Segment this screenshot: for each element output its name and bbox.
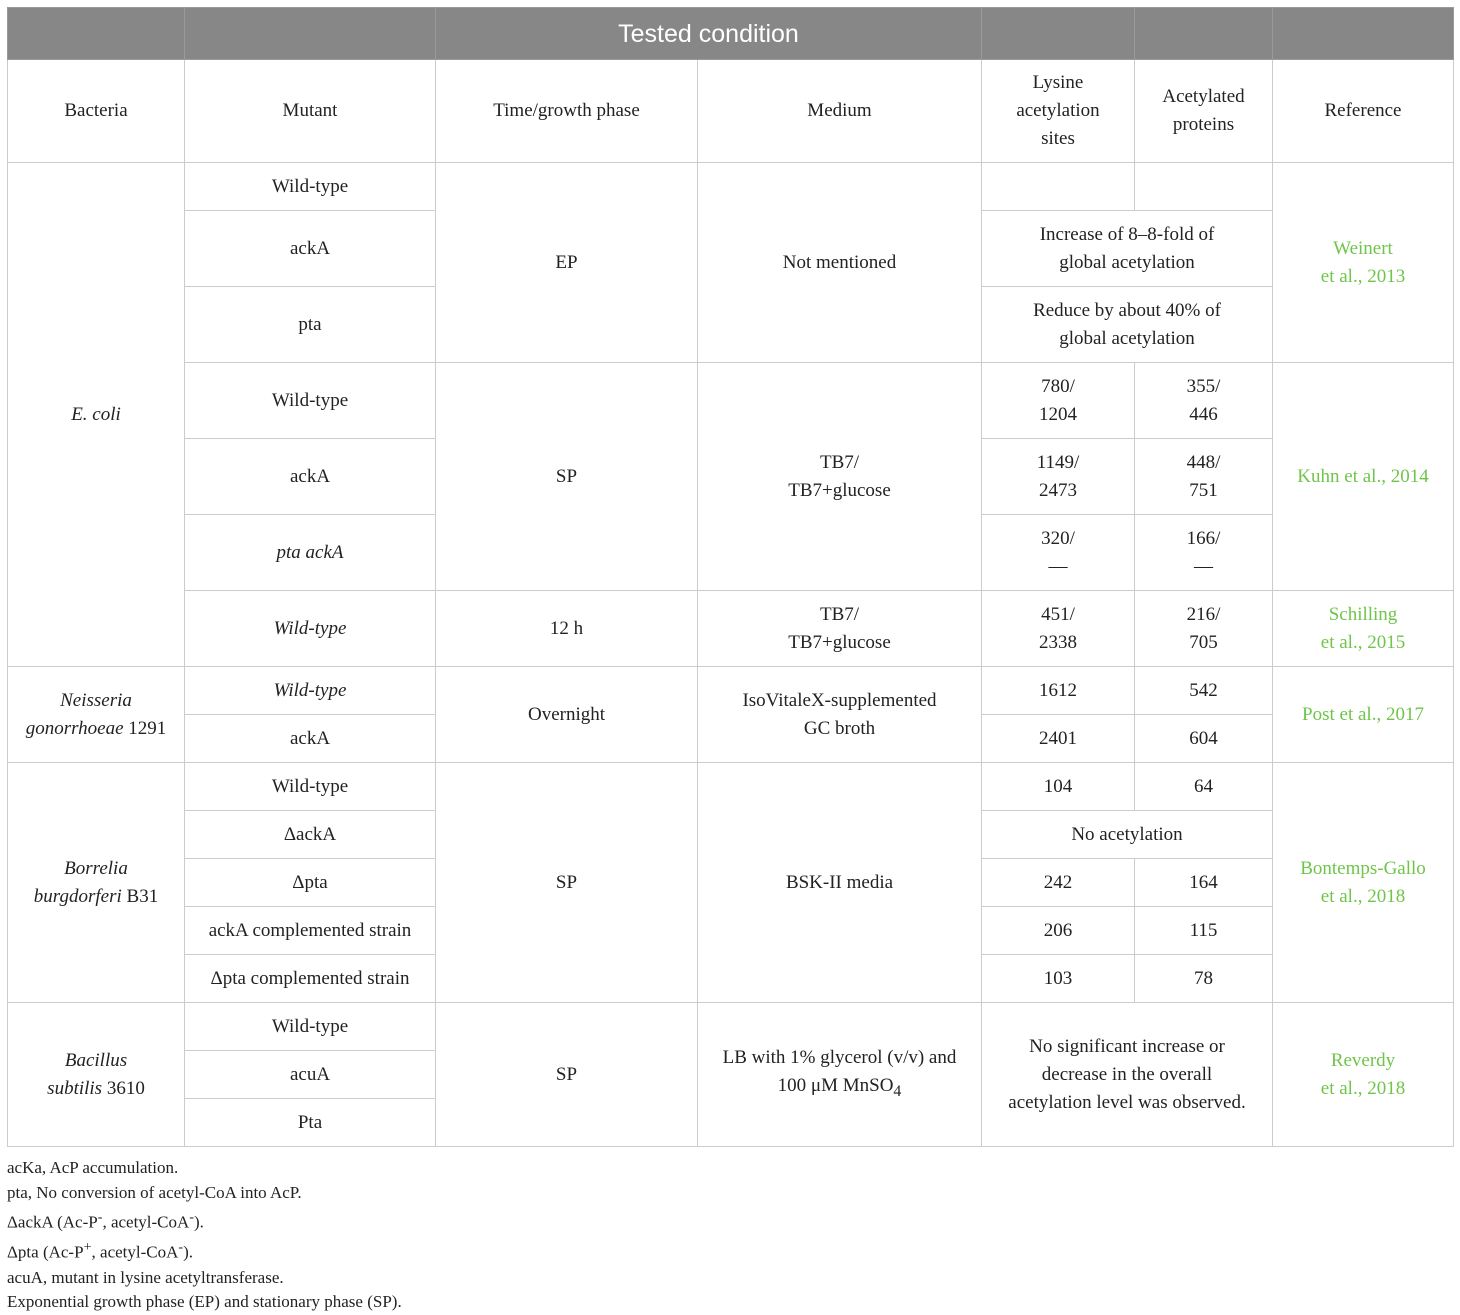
medium-cell: Not mentioned xyxy=(698,163,982,363)
proteins-cell: 64 xyxy=(1135,763,1273,811)
footnote: pta, No conversion of acetyl-CoA into AcP. xyxy=(7,1182,302,1202)
mutant-cell: ackA xyxy=(185,211,436,287)
col-medium: Medium xyxy=(698,60,982,163)
sites-cell: 320/ — xyxy=(982,515,1135,591)
mutant-cell: pta xyxy=(185,287,436,363)
data-table xyxy=(7,7,1454,1147)
col-time: Time/growth phase xyxy=(436,60,698,163)
footnotes xyxy=(7,1156,1453,1315)
sites-cell: 2401 xyxy=(982,715,1135,763)
header-band xyxy=(8,8,1454,60)
table-row xyxy=(8,667,1454,715)
reference-link[interactable]: Schilling et al., 2015 xyxy=(1273,591,1454,667)
sites-cell: 104 xyxy=(982,763,1135,811)
footnote: acuA, mutant in lysine acetyltransferase. xyxy=(7,1267,284,1287)
mutant-cell: Δpta xyxy=(185,859,436,907)
table-row xyxy=(8,363,1454,439)
footnote: ΔackA (Ac-P-, acetyl-CoA-). xyxy=(7,1209,204,1232)
mutant-cell: Pta xyxy=(185,1099,436,1147)
reference-link[interactable]: Reverdy et al., 2018 xyxy=(1273,1003,1454,1147)
proteins-cell: 115 xyxy=(1135,907,1273,955)
bacteria-borrelia: Borrelia burgdorferi B31 xyxy=(8,763,185,1003)
time-cell: 12 h xyxy=(436,591,698,667)
medium-cell: IsoVitaleX-supplemented GC broth xyxy=(698,667,982,763)
time-cell: SP xyxy=(436,763,698,1003)
mutant-cell: Wild-type xyxy=(185,763,436,811)
col-reference: Reference xyxy=(1273,60,1454,163)
table-row xyxy=(8,1003,1454,1051)
sites-cell: 451/ 2338 xyxy=(982,591,1135,667)
sites-cell: 1612 xyxy=(982,667,1135,715)
mutant-cell: acuA xyxy=(185,1051,436,1099)
col-bacteria: Bacteria xyxy=(8,60,185,163)
col-mutant: Mutant xyxy=(185,60,436,163)
col-sites: Lysine acetylation sites xyxy=(982,60,1135,163)
sites-cell: 1149/ 2473 xyxy=(982,439,1135,515)
proteins-cell: 216/ 705 xyxy=(1135,591,1273,667)
mutant-cell: ackA xyxy=(185,715,436,763)
result-cell: Increase of 8–8-fold of global acetylation xyxy=(982,211,1273,287)
table-row xyxy=(8,763,1454,811)
footnote: acKa, AcP accumulation. xyxy=(7,1158,179,1177)
bacteria-bacillus: Bacillus subtilis 3610 xyxy=(8,1003,185,1147)
proteins-cell: 355/ 446 xyxy=(1135,363,1273,439)
proteins-cell: 448/ 751 xyxy=(1135,439,1273,515)
tested-condition-header: Tested condition xyxy=(436,8,982,60)
mutant-cell: ackA complemented strain xyxy=(185,907,436,955)
mutant-cell: ΔackA xyxy=(185,811,436,859)
result-cell: No significant increase or decrease in the overall acetylation level was observed. xyxy=(982,1003,1273,1147)
footnote: Δpta (Ac-P+, acetyl-CoA-). xyxy=(7,1239,194,1263)
footnote: Exponential growth phase (EP) and stationary phase (SP). xyxy=(7,1292,402,1312)
mutant-cell: Wild-type xyxy=(185,363,436,439)
proteins-cell: 78 xyxy=(1135,955,1273,1003)
medium-cell: TB7/ TB7+glucose xyxy=(698,363,982,591)
proteins-cell xyxy=(1135,163,1273,211)
sites-cell: 242 xyxy=(982,859,1135,907)
proteins-cell: 164 xyxy=(1135,859,1273,907)
sites-cell: 780/ 1204 xyxy=(982,363,1135,439)
mutant-cell: Δpta complemented strain xyxy=(185,955,436,1003)
medium-cell: LB with 1% glycerol (v/v) and 100 μM MnSO$_4$ xyxy=(698,1003,982,1147)
time-cell: EP xyxy=(436,163,698,363)
proteins-cell: 604 xyxy=(1135,715,1273,763)
mutant-cell: Wild-type xyxy=(185,163,436,211)
time-cell: SP xyxy=(436,1003,698,1147)
col-proteins: Acetylated proteins xyxy=(1135,60,1273,163)
table-row xyxy=(8,591,1454,667)
proteins-cell: 542 xyxy=(1135,667,1273,715)
reference-link[interactable]: Bontemps-Gallo et al., 2018 xyxy=(1273,763,1454,1003)
proteins-cell: 166/ — xyxy=(1135,515,1273,591)
time-cell: SP xyxy=(436,363,698,591)
sites-cell xyxy=(982,163,1135,211)
mutant-cell: pta ackA xyxy=(185,515,436,591)
reference-link[interactable]: Post et al., 2017 xyxy=(1273,667,1454,763)
column-header-row xyxy=(8,60,1454,163)
result-cell: Reduce by about 40% of global acetylation xyxy=(982,287,1273,363)
reference-link[interactable]: Kuhn et al., 2014 xyxy=(1273,363,1454,591)
result-cell: No acetylation xyxy=(982,811,1273,859)
bacteria-ecoli: E. coli xyxy=(8,163,185,667)
sites-cell: 103 xyxy=(982,955,1135,1003)
medium-cell: BSK-II media xyxy=(698,763,982,1003)
reference-link[interactable]: Weinert et al., 2013 xyxy=(1273,163,1454,363)
mutant-cell: Wild-type xyxy=(185,591,436,667)
sites-cell: 206 xyxy=(982,907,1135,955)
mutant-cell: ackA xyxy=(185,439,436,515)
mutant-cell: Wild-type xyxy=(185,1003,436,1051)
time-cell: Overnight xyxy=(436,667,698,763)
table-row xyxy=(8,163,1454,211)
medium-cell: TB7/ TB7+glucose xyxy=(698,591,982,667)
mutant-cell: Wild-type xyxy=(185,667,436,715)
bacteria-neisseria: Neisseria gonorrhoeae 1291 xyxy=(8,667,185,763)
